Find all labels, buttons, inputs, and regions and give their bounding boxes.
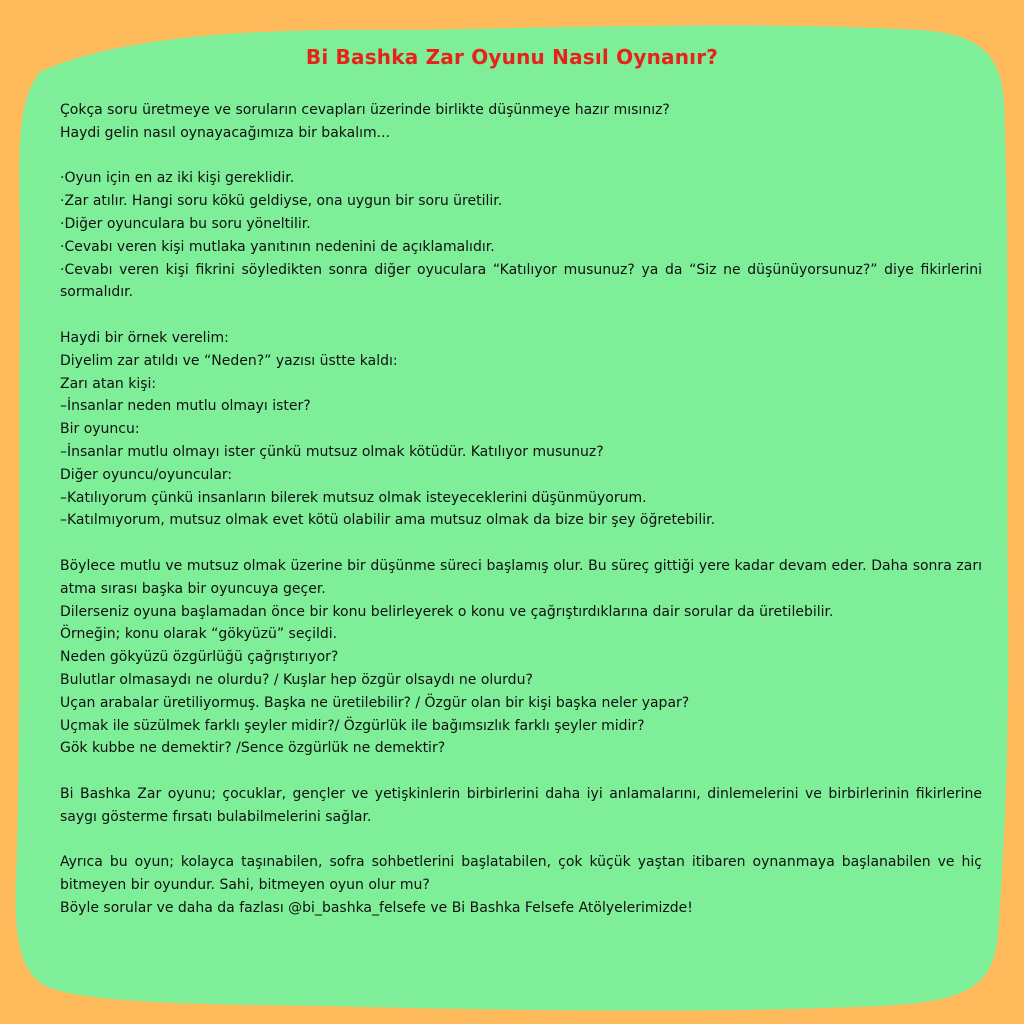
page-title: Bi Bashka Zar Oyunu Nasıl Oynanır? [305,45,719,69]
closing-line: Böyle sorular ve daha da fazlası @bi_bashka_felsefe ve Bi Bashka Felsefe Atölyelerimizde! [60,899,693,916]
example-line: Diyelim zar atıldı ve “Neden?” yazısı üstte kaldı: [60,352,398,369]
paragraph-spacer [60,760,982,783]
closing-line: Ayrıca bu oyun; kolayca taşınabilen, sofra sohbetlerini başlatabilen, çok küçük yaştan itibaren oynanmaya başlanabilen ve hiç bitmeyen bir oyundur. Sahi, bitmeyen oyun olur mu? [60,854,982,894]
process-line: Dilerseniz oyuna başlamadan önce bir konu belirleyerek o konu ve çağrıştırdıklarına dair sorular da üretilebilir. [60,603,834,620]
paragraph-spacer [60,829,982,852]
rule-item: ·Diğer oyunculara bu soru yöneltilir. [60,215,311,232]
paragraph-spacer [60,532,982,555]
process-line: Neden gökyüzü özgürlüğü çağrıştırıyor? [60,649,339,666]
example-line: Haydi bir örnek verelim: [60,329,229,346]
example-line: Bir oyuncu: [60,421,140,438]
example-line: –Katılıyorum çünkü insanların bilerek mutsuz olmak isteyeceklerini düşünmüyorum. [60,489,647,506]
intro-line: Haydi gelin nasıl oynayacağımıza bir bakalım... [60,124,390,141]
rule-item: ·Oyun için en az iki kişi gereklidir. [60,170,295,187]
paragraph-spacer [60,304,982,327]
example-line: –İnsanlar mutlu olmayı ister çünkü mutsuz olmak kötüdür. Katılıyor musunuz? [60,443,604,460]
process-line: Gök kubbe ne demektir? /Sence özgürlük ne demektir? [60,740,446,757]
benefit-line: Bi Bashka Zar oyunu; çocuklar, gençler ve yetişkinlerin birbirlerini daha iyi anlamalarını, dinlemelerini ve birbirlerinin fikirlerine saygı gösterme fırsatı bulabilmelerini sağlar. [60,785,982,825]
process-line: Uçmak ile süzülmek farklı şeyler midir?/ Özgürlük ile bağımsızlık farklı şeyler midir? [60,717,645,734]
example-line: –Katılmıyorum, mutsuz olmak evet kötü olabilir ama mutsuz olmak da bize bir şey öğretebilir. [60,512,716,529]
process-line: Böylece mutlu ve mutsuz olmak üzerine bir düşünme süreci başlamış olur. Bu süreç gittiği yere kadar devam eder. Daha sonra zarı atma sırası başka bir oyuncuya geçer. [60,557,982,597]
process-line: Örneğin; konu olarak “gökyüzü” seçildi. [60,626,338,643]
process-line: Bulutlar olmasaydı ne olurdu? / Kuşlar hep özgür olsaydı ne olurdu? [60,671,533,688]
body-text [60,99,982,920]
paragraph-spacer [60,145,982,168]
intro-line: Çokça soru üretmeye ve soruların cevapları üzerinde birlikte düşünmeye hazır mısınız? [60,102,670,118]
process-line: Uçan arabalar üretiliyormuş. Başka ne üretilebilir? / Özgür olan bir kişi başka neler yapar? [60,694,690,711]
example-line: Zarı atan kişi: [60,375,157,392]
rule-item: ·Zar atılır. Hangi soru kökü geldiyse, ona uygun bir soru üretilir. [60,193,503,210]
example-line: Diğer oyuncu/oyuncular: [60,466,233,483]
rule-item: ·Cevabı veren kişi fikrini söyledikten sonra diğer oyuculara “Katılıyor musunuz? ya da “Siz ne düşünüyorsunuz?” diye fikirlerini sormalıdır. [60,261,982,301]
example-line: –İnsanlar neden mutlu olmayı ister? [60,398,311,415]
rule-item: ·Cevabı veren kişi mutlaka yanıtının nedenini de açıklamalıdır. [60,238,495,255]
